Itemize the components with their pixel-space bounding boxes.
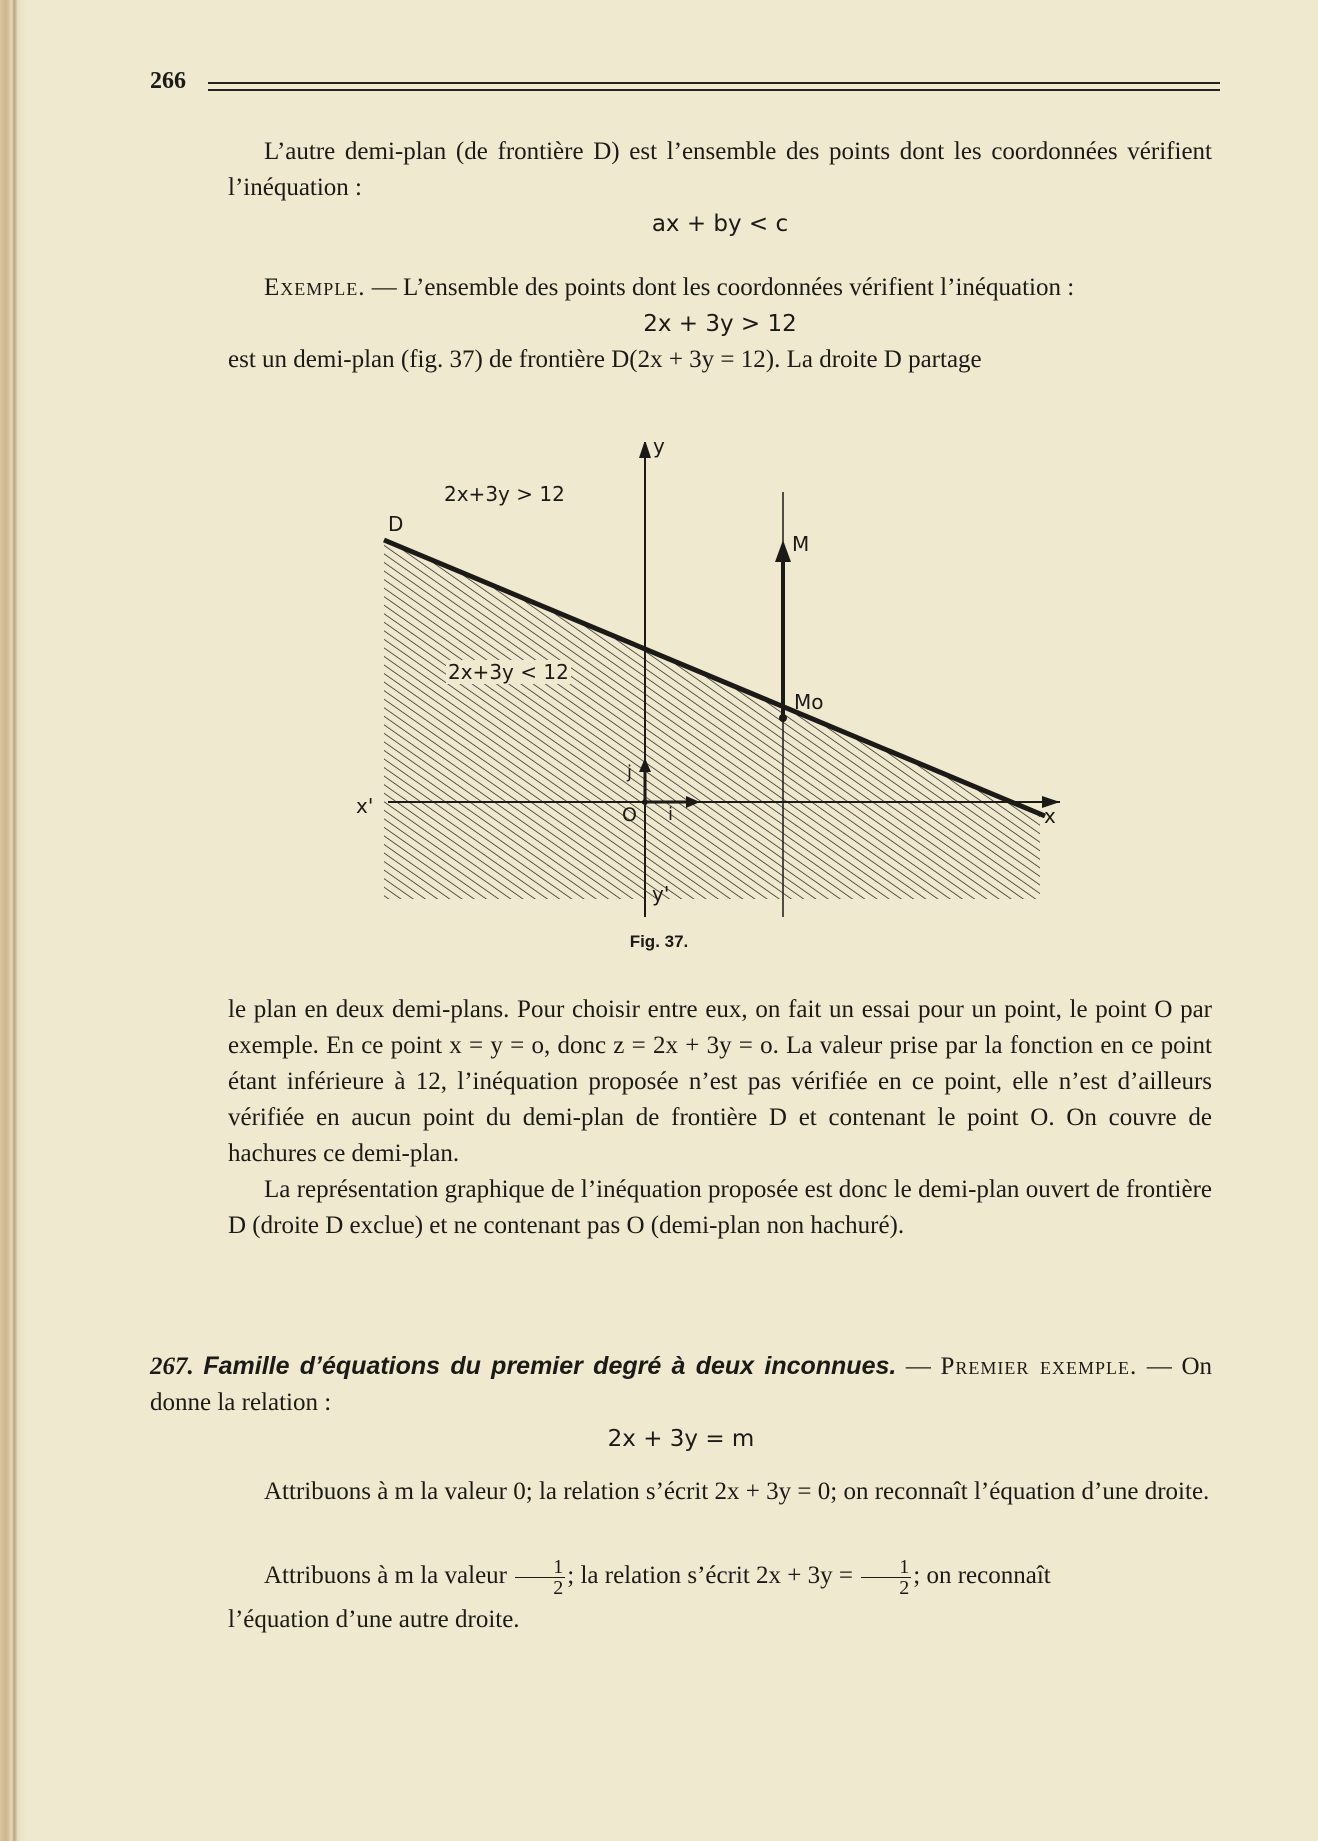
paragraph-other-half-plane bbox=[228, 134, 1212, 242]
example-text-continued: est un demi-plan (fig. 37) de frontière D(2x + 3y = 12). La droite D partage bbox=[228, 346, 982, 373]
label-region-above: 2x+3y > 12 bbox=[444, 482, 565, 506]
label-y: y bbox=[653, 434, 665, 458]
section-example-label: Premier exemple. bbox=[940, 1353, 1138, 1380]
page-number: 266 bbox=[150, 68, 186, 94]
paragraph-text: Attribuons à m la valeur 0; la relation s’écrit 2x + 3y = 0; on reconnaît l’équation d’une droite. bbox=[264, 1478, 1210, 1505]
example-formula: 2x + 3y > 12 bbox=[643, 311, 797, 337]
section-267 bbox=[150, 1348, 1212, 1457]
paragraph-m-half bbox=[228, 1554, 1212, 1642]
formula-inequality: ax + by < c bbox=[651, 211, 789, 237]
example-label: Exemple. bbox=[264, 274, 366, 301]
fraction-one-half bbox=[515, 1557, 565, 1598]
text-middle: ; la relation s’écrit 2x + 3y = bbox=[567, 1562, 860, 1589]
figure-37 bbox=[356, 434, 1070, 922]
fraction-denominator: 2 bbox=[553, 1576, 564, 1599]
hatched-half-plane bbox=[384, 540, 1040, 899]
paragraph-line-2: l’équation d’une autre droite. bbox=[228, 1606, 520, 1633]
label-x-prime: x' bbox=[356, 794, 374, 818]
label-y-prime: y' bbox=[652, 882, 670, 906]
paragraph-m-zero bbox=[228, 1474, 1212, 1510]
text-before-fraction: Attribuons à m la valeur bbox=[264, 1562, 514, 1589]
label-region-below: 2x+3y < 12 bbox=[448, 660, 569, 684]
section-dash: — bbox=[896, 1353, 941, 1380]
example-text: — L’ensemble des points dont les coordonnées vérifient l’inéquation : bbox=[365, 274, 1075, 301]
label-D: D bbox=[388, 512, 404, 536]
label-origin: O bbox=[622, 804, 637, 826]
y-axis-arrow bbox=[639, 442, 651, 458]
header-rule bbox=[208, 82, 1220, 91]
paragraph-choose-half-plane bbox=[228, 992, 1212, 1244]
section-heading bbox=[150, 1348, 1212, 1421]
example-block bbox=[228, 270, 1212, 378]
fraction-numerator: 1 bbox=[515, 1557, 565, 1578]
paragraph-text: le plan en deux demi-plans. Pour choisir entre eux, on fait un essai pour un point, le point O par exemple. En ce point x = y = o, donc z = 2x + 3y = o. La valeur prise par la fonction en ce point étant inférieure à 12, l’inéquation proposée n’est pas vérifiée en ce point, elle n’est d’ailleurs vérifiée en aucun point du demi-plan de frontière D et contenant le point O. On couvre de hachures ce demi-plan. bbox=[228, 996, 1212, 1167]
label-i: i bbox=[668, 804, 674, 825]
section-intro: — On donne la relation : bbox=[150, 1353, 1213, 1416]
label-M0: Mo bbox=[794, 690, 824, 714]
text-after-fraction: ; on reconnaît bbox=[913, 1562, 1051, 1589]
figure-caption: Fig. 37. bbox=[629, 932, 689, 951]
running-head bbox=[150, 68, 1220, 98]
label-x: x bbox=[1044, 804, 1056, 828]
section-title: Famille d’équations du premier degré à deux inconnues. bbox=[203, 1352, 897, 1380]
fraction-denominator: 2 bbox=[899, 1576, 910, 1599]
paragraph-text: L’autre demi-plan (de frontière D) est l’ensemble des points dont les coordonnées vérifient l’inéquation : bbox=[228, 138, 1212, 201]
vector-M-arrow bbox=[775, 540, 791, 562]
example-paragraph bbox=[228, 270, 1212, 306]
section-formula: 2x + 3y = m bbox=[607, 1426, 755, 1452]
fraction-one-half-2 bbox=[861, 1557, 911, 1598]
point-origin bbox=[642, 799, 648, 805]
fraction-numerator: 1 bbox=[861, 1557, 911, 1578]
paragraph-graphical-representation: La représentation graphique de l’inéquation proposée est donc le demi-plan ouvert de frontière D (droite D exclue) et ne contenant pas O (demi-plan non hachuré). bbox=[228, 1176, 1212, 1239]
label-j: j bbox=[627, 762, 633, 783]
point-M0 bbox=[779, 714, 787, 722]
section-number: 267. bbox=[150, 1353, 194, 1380]
paragraph-line bbox=[228, 1554, 1212, 1598]
label-M: M bbox=[792, 532, 810, 556]
